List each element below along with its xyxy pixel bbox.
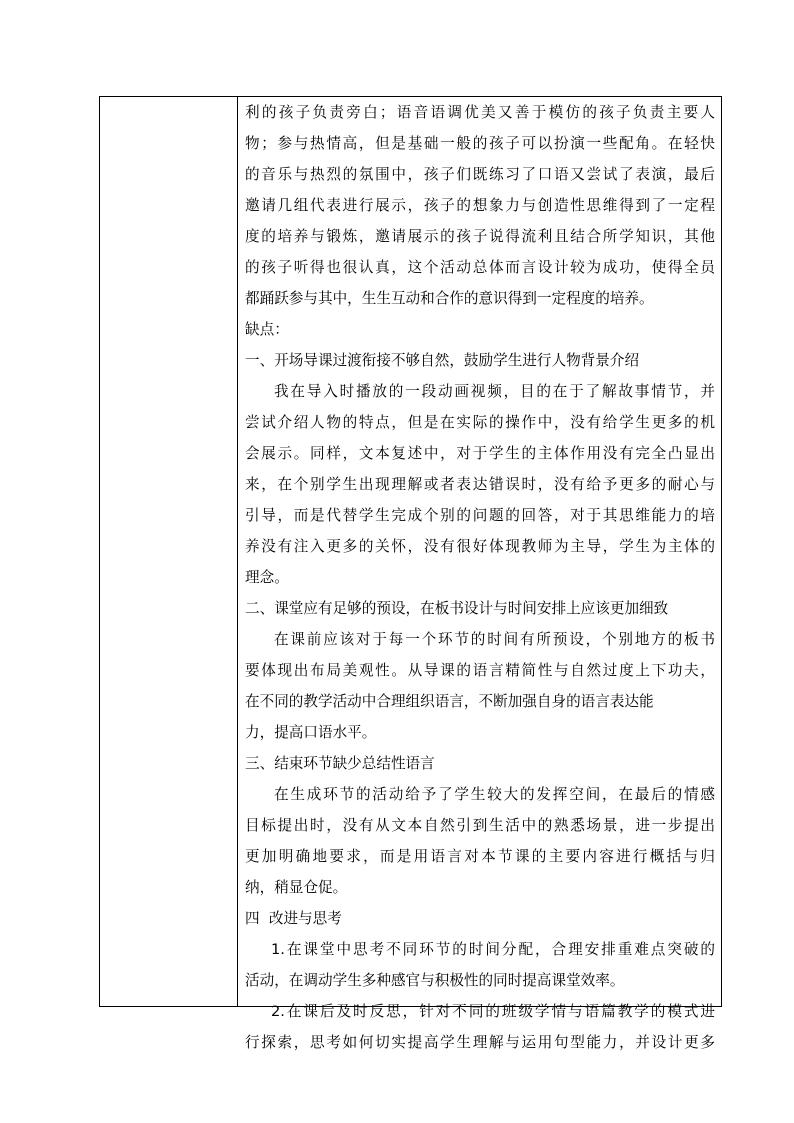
document-table: [99, 96, 722, 1051]
list-item-line: 活动，在调动学生多种感官与积极性的同时提高课堂效率。: [245, 972, 625, 989]
paragraph-line: 度的培养与锻炼，邀请展示的孩子说得流利且结合所学知识，其他: [245, 228, 715, 245]
paragraph-line: 更加明确地要求，而是用语言对本节课的主要内容进行概括与归: [245, 848, 715, 865]
paragraph-line: 要体现出布局美观性。从导课的语言精简性与自然过度上下功夫，: [245, 662, 715, 679]
paragraph-line: 邀请几组代表进行展示，孩子的想象力与创造性思维得到了一定程: [245, 197, 715, 214]
paragraph-line: 的孩子听得也很认真，这个活动总体而言设计较为成功，使得全员: [245, 259, 715, 276]
section-heading: 四 改进与思考: [245, 910, 342, 927]
list-item-line: 1.在课堂中思考不同环节的时间分配，合理安排重难点突破的: [271, 941, 715, 958]
section-heading: 二、课堂应有足够的预设，在板书设计与时间安排上应该更加细致: [245, 600, 669, 617]
paragraph-line: 纳，稍显仓促。: [245, 879, 348, 896]
paragraph-line: 理念。: [245, 569, 289, 586]
paragraph-line: 物；参与热情高，但是基础一般的孩子可以扮演一些配角。在轻快: [245, 135, 715, 152]
section-label: 缺点：: [245, 321, 289, 338]
paragraph-line: 力，提高口语水平。: [245, 724, 377, 741]
paragraph-line: 目标提出时，没有从文本自然引到生活中的熟悉场景，进一步提出: [245, 817, 715, 834]
paragraph-line: 的音乐与热烈的氛围中，孩子们既练习了口语又尝试了表演，最后: [245, 166, 715, 183]
paragraph-line: 尝试介绍人物的特点，但是在实际的操作中，没有给学生更多的机: [245, 414, 715, 431]
section-heading: 一、开场导课过渡衔接不够自然，鼓励学生进行人物背景介绍: [245, 352, 640, 369]
paragraph-line: 利的孩子负责旁白；语音语调优美又善于模仿的孩子负责主要人: [245, 104, 715, 121]
paragraph-line: 会展示。同样，文本复述中，对于学生的主体作用没有完全凸显出: [245, 445, 715, 462]
section-heading: 三、结束环节缺少总结性语言: [245, 755, 435, 772]
content-cell: [238, 97, 721, 1051]
paragraph-line: 在不同的教学活动中合理组织语言，不断加强自身的语言表达能: [245, 693, 654, 710]
paragraph-line: 在课前应该对于每一个环节的时间有所预设，个别地方的板书: [274, 631, 715, 648]
list-item-line: 行探索，思考如何切实提高学生理解与运用句型能力，并设计更多: [245, 1034, 715, 1051]
paragraph-line: 来，在个别学生出现理解或者表达错误时，没有给予更多的耐心与: [245, 476, 715, 493]
left-label-cell: [100, 97, 238, 1006]
paragraph-line: 我在导入时播放的一段动画视频，目的在于了解故事情节，并: [274, 383, 715, 400]
paragraph-line: 在生成环节的活动给予了学生较大的发挥空间，在最后的情感: [274, 786, 715, 803]
list-item-line: 2.在课后及时反思，针对不同的班级学情与语篇教学的模式进: [271, 1003, 715, 1020]
paragraph-line: 都踊跃参与其中，生生互动和合作的意识得到一定程度的培养。: [245, 290, 654, 307]
paragraph-line: 养没有注入更多的关怀，没有很好体现教师为主导，学生为主体的: [245, 538, 715, 555]
paragraph-line: 引导，而是代替学生完成个别的问题的回答，对于其思维能力的培: [245, 507, 715, 524]
